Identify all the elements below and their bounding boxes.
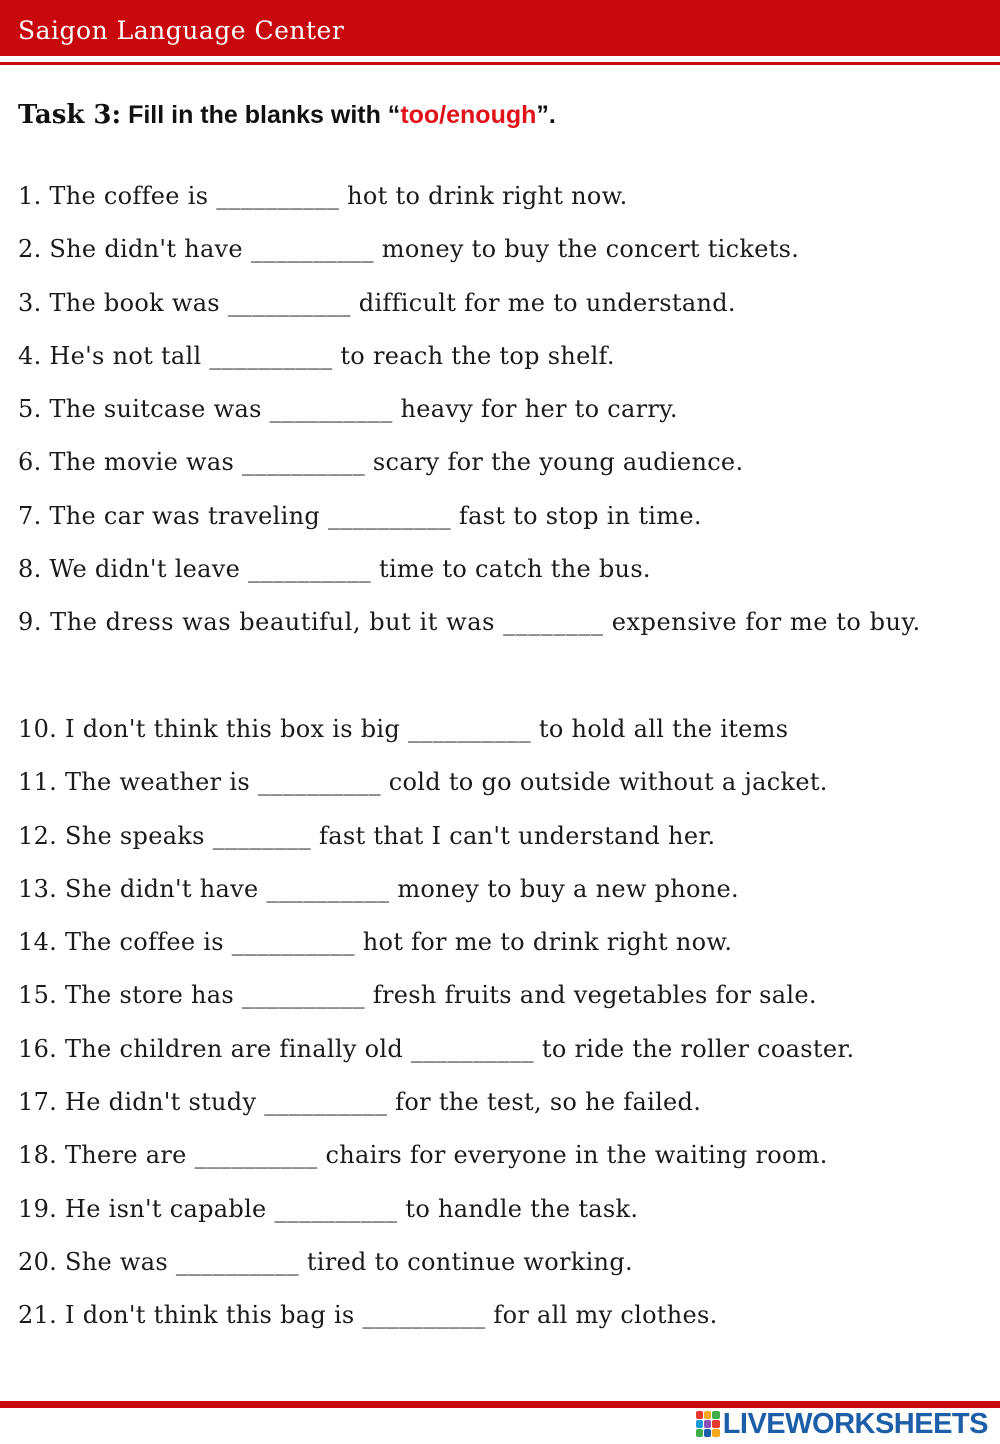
exercise-item-17: 17. He didn't study __________ for the test, so he failed. <box>18 1088 702 1117</box>
task-instruction-text: Fill in the blanks with “ <box>128 101 401 129</box>
exercise-item-3: 3. The book was __________ difficult for me to understand. <box>18 288 736 317</box>
header-divider <box>0 62 1000 65</box>
exercise-item-1: 1. The coffee is __________ hot to drink right now. <box>18 182 628 210</box>
exercise-item-8: 8. We didn't leave __________ time to catch the bus. <box>18 555 651 584</box>
exercise-item-2: 2. She didn't have __________ money to buy the concert tickets. <box>18 235 800 264</box>
exercise-item-7: 7. The car was traveling __________ fast to stop in time. <box>18 501 702 530</box>
exercise-list <box>18 170 993 1343</box>
exercise-item-5: 5. The suitcase was __________ heavy for her to carry. <box>18 395 678 424</box>
exercise-item-10: 10. I don't think this box is big __________ to hold all the items <box>18 714 789 743</box>
exercise-item-15: 15. The store has __________ fresh fruits and vegetables for sale. <box>18 981 817 1010</box>
exercise-item-19: 19. He isn't capable __________ to handle the task. <box>18 1194 639 1223</box>
exercise-item-11: 11. The weather is __________ cold to go outside without a jacket. <box>18 768 828 797</box>
liveworksheets-logo-text: LIVEWORKSHEETS <box>722 1407 988 1440</box>
exercise-item-21: 21. I don't think this bag is __________ for all my clothes. <box>18 1301 718 1330</box>
exercise-item-4: 4. He's not tall __________ to reach the top shelf. <box>18 341 615 370</box>
exercise-item-14: 14. The coffee is __________ hot for me to drink right now. <box>18 928 733 957</box>
page-header-title: Saigon Language Center <box>18 16 345 45</box>
header-bar <box>0 0 1000 56</box>
exercise-item-12: 12. She speaks ________ fast that I can't understand her. <box>18 821 716 850</box>
liveworksheets-logo-icon <box>696 1411 720 1437</box>
exercise-item-9: 9. The dress was beautiful, but it was ________ expensive for me to buy. <box>18 608 921 637</box>
exercise-item-20: 20. She was __________ tired to continue working. <box>18 1247 633 1276</box>
task-keyword: too/enough <box>400 101 537 129</box>
task-instruction <box>18 100 556 130</box>
exercise-item-18: 18. There are __________ chairs for everyone in the waiting room. <box>18 1141 828 1170</box>
exercise-item-13: 13. She didn't have __________ money to buy a new phone. <box>18 874 739 903</box>
liveworksheets-logo <box>696 1409 988 1439</box>
task-instruction-end: ”. <box>536 101 556 129</box>
exercise-item-16: 16. The children are finally old __________ to ride the roller coaster. <box>18 1034 855 1063</box>
exercise-item-6: 6. The movie was __________ scary for the young audience. <box>18 448 744 477</box>
task-label: Task 3: <box>18 100 122 130</box>
